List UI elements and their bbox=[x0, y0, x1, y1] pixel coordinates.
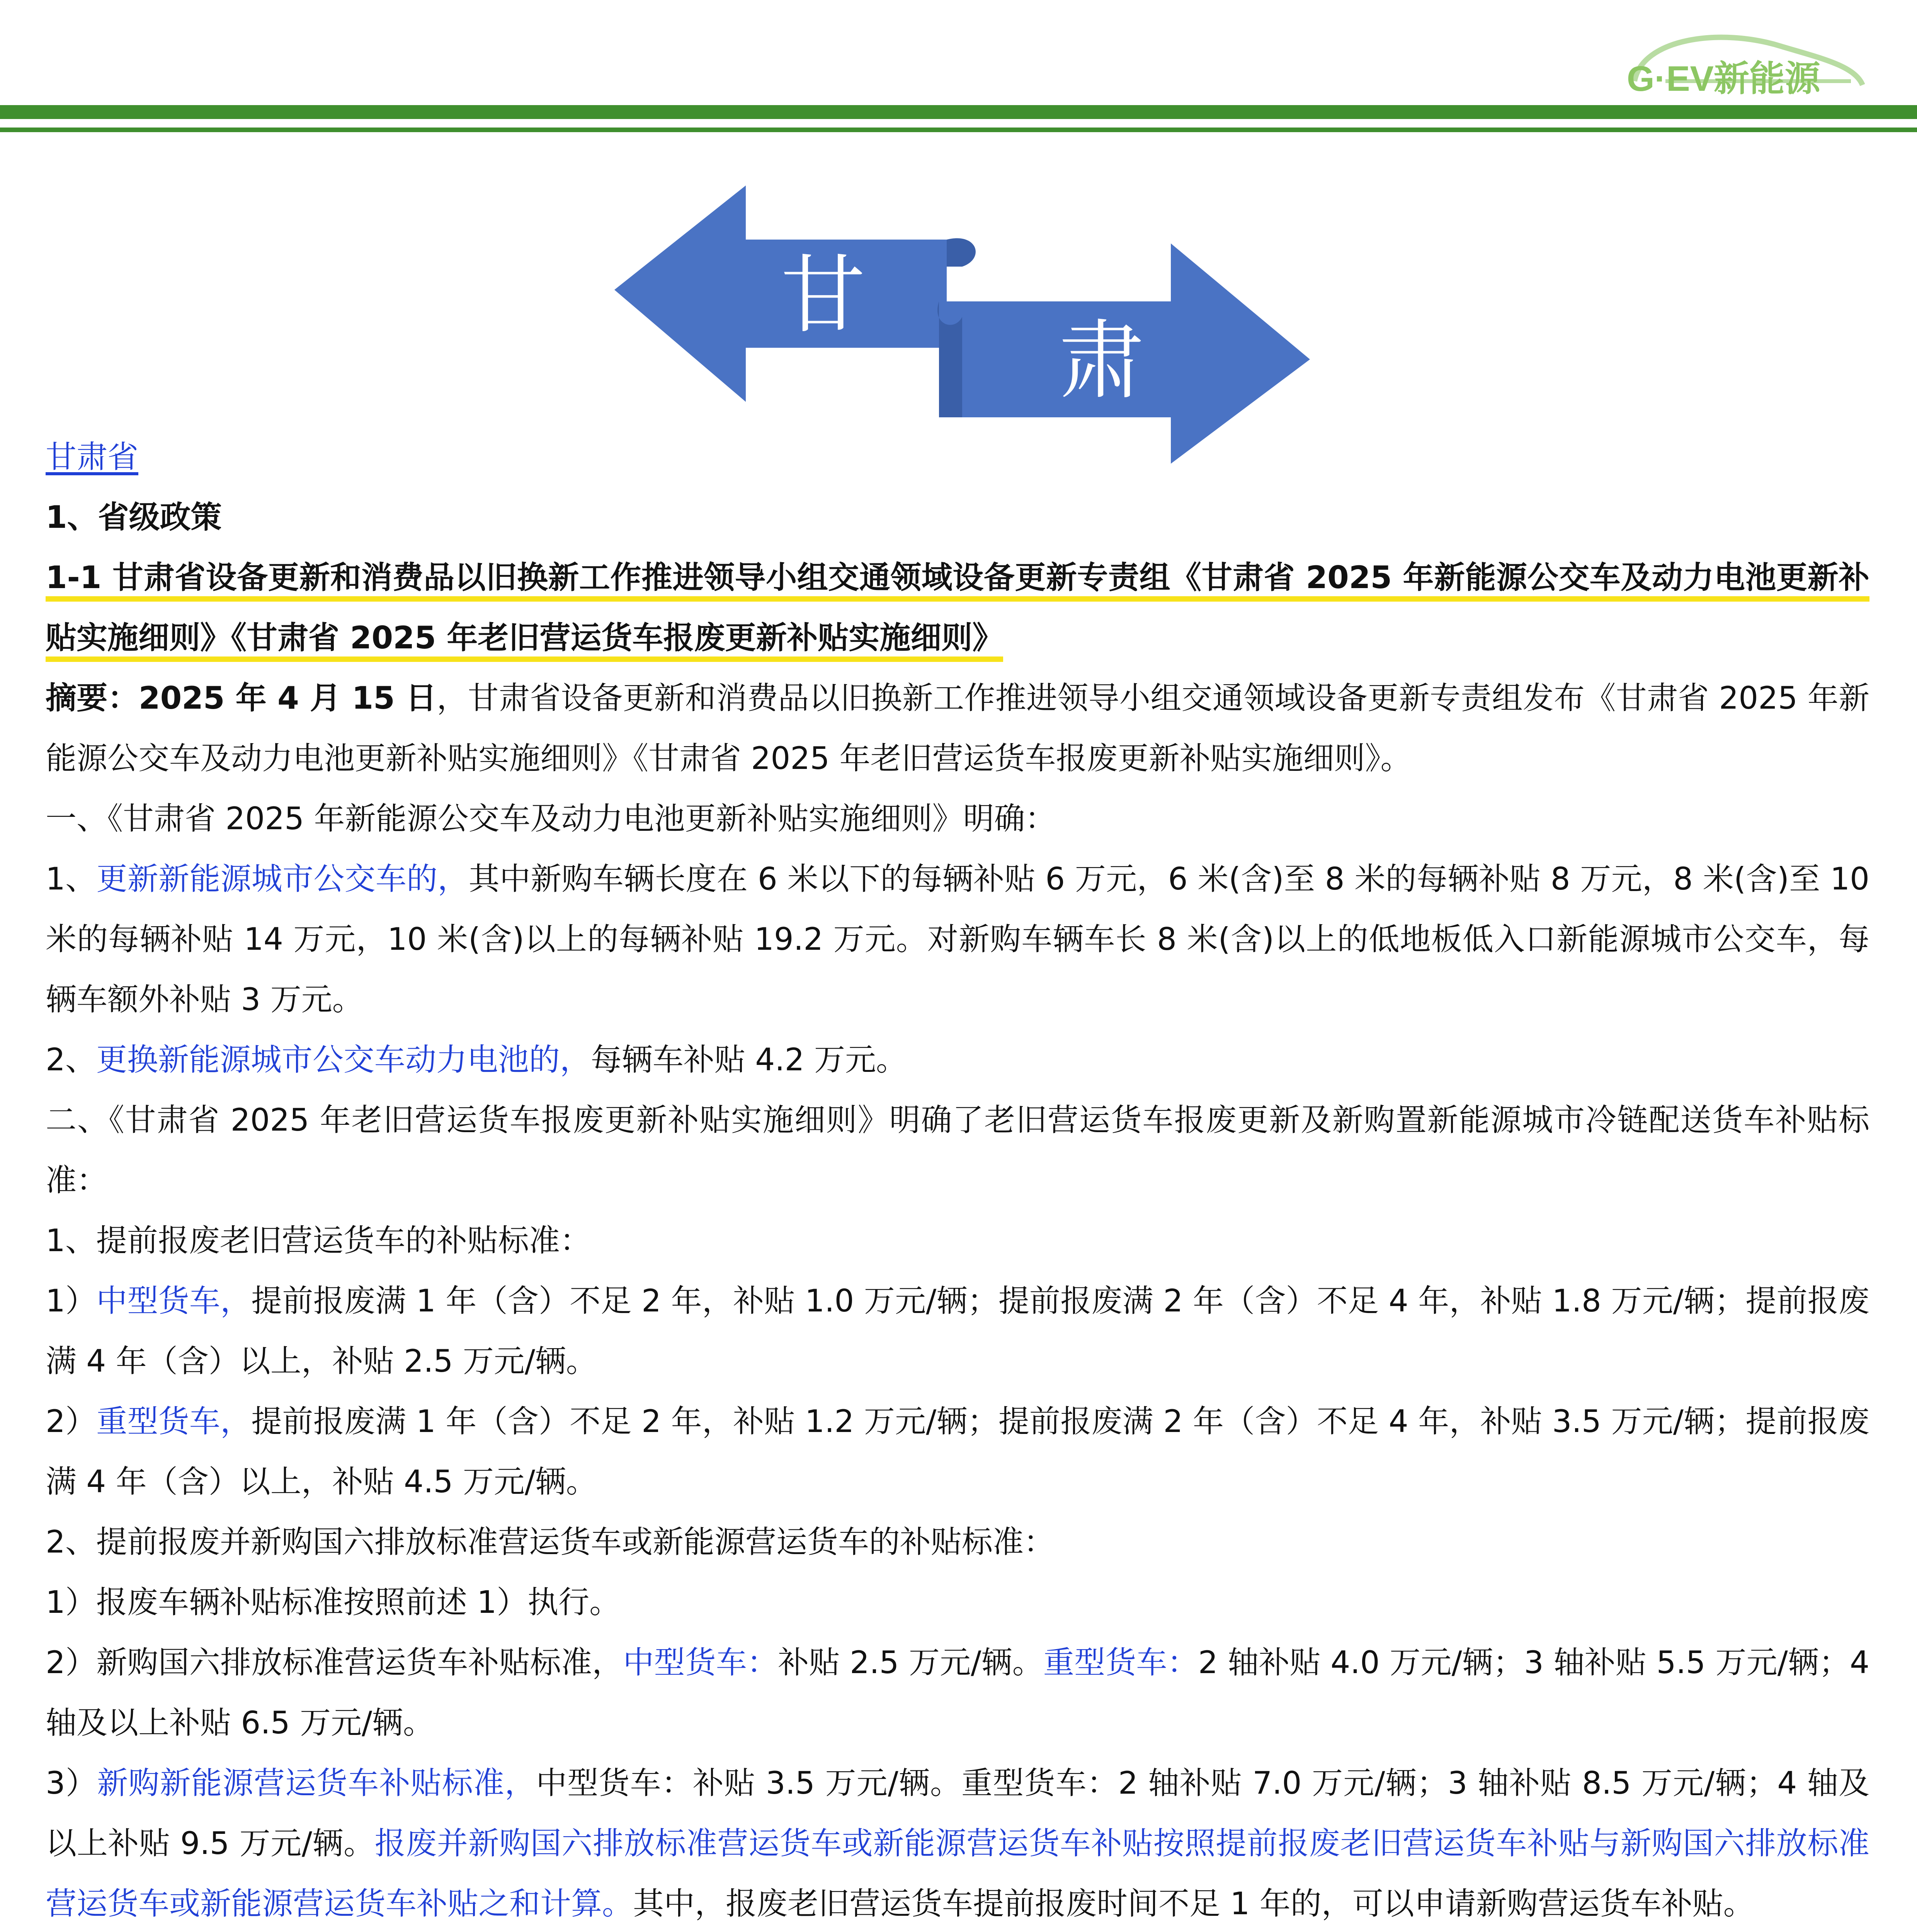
header-rule bbox=[0, 105, 1917, 119]
gansu-p6: 1）中型货车，提前报废满 1 年（含）不足 2 年，补贴 1.0 万元/辆；提前报废满 2 年（含）不足 4 年，补贴 1.8 万元/辆；提前报废满 4 年（含）以上，补贴 2.5 万元/辆。 bbox=[46, 1283, 1870, 1379]
gansu-p10: 2）新购国六排放标准营运货车补贴标准，中型货车：补贴 2.5 万元/辆。重型货车：2 轴补贴 4.0 万元/辆；3 轴补贴 5.5 万元/辆；4 轴及以上补贴 6.5 万元/辆。 bbox=[46, 1645, 1870, 1741]
gansu-province-link[interactable]: 甘肃省 bbox=[46, 439, 138, 475]
gansu-p3: 2、更换新能源城市公交车动力电池的，每辆车补贴 4.2 万元。 bbox=[46, 1042, 907, 1078]
gansu-banner bbox=[614, 185, 1310, 464]
logo-text: G·EV新能源 bbox=[1627, 59, 1820, 99]
gansu-policy-title: 1-1 甘肃省设备更新和消费品以旧换新工作推进领导小组交通领域设备更新专责组《甘肃省 2025 年新能源公交车及动力电池更新补贴实施细则》《甘肃省 2025 年老旧营运货车报废更新补贴实施细则》 bbox=[46, 560, 1869, 662]
gansu-p1: 一、《甘肃省 2025 年新能源公交车及动力电池更新补贴实施细则》明确： bbox=[46, 801, 1056, 837]
gansu-p7: 2）重型货车，提前报废满 1 年（含）不足 2 年，补贴 1.2 万元/辆；提前报废满 2 年（含）不足 4 年，补贴 3.5 万元/辆；提前报废满 4 年（含）以上，补贴 4.5 万元/辆。 bbox=[46, 1403, 1870, 1500]
gansu-section bbox=[46, 427, 1869, 1932]
gev-logo bbox=[1619, 23, 1866, 104]
gansu-p8: 2、提前报废并新购国六排放标准营运货车或新能源营运货车的补贴标准： bbox=[46, 1524, 1055, 1560]
gansu-p5: 1、提前报废老旧营运货车的补贴标准： bbox=[46, 1223, 591, 1259]
gansu-summary: 摘要：2025 年 4 月 15 日，甘肃省设备更新和消费品以旧换新工作推进领导小组交通领域设备更新专责组发布《甘肃省 2025 年新能源公交车及动力电池更新补贴实施细则》《甘肃省 2025 年老旧营运货车报废更新补贴实施细则》。 bbox=[46, 680, 1869, 776]
gansu-p4: 二、《甘肃省 2025 年老旧营运货车报废更新补贴实施细则》明确了老旧营运货车报废更新及新购置新能源城市冷链配送货车补贴标准： bbox=[46, 1102, 1869, 1198]
banner-char-gan: 甘 bbox=[780, 246, 866, 345]
gansu-p2: 1、更新新能源城市公交车的，其中新购车辆长度在 6 米以下的每辆补贴 6 万元，6 米(含)至 8 米的每辆补贴 8 万元，8 米(含)至 10 米的每辆补贴 14 万元，10 米(含)以上的每辆补贴 19.2 万元。对新购车辆车长 8 米(含)以上的低地板低入口新能源城市公交车，每辆车额外补贴 3 万元。 bbox=[46, 861, 1869, 1017]
banner-char-su: 肃 bbox=[1058, 311, 1144, 410]
gansu-p11: 3）新购新能源营运货车补贴标准，中型货车：补贴 3.5 万元/辆。重型货车：2 轴补贴 7.0 万元/辆；3 轴补贴 8.5 万元/辆；4 轴及以上补贴 9.5 万元/辆。报废并新购国六排放标准营运货车或新能源营运货车补贴按照提前报废老旧营运货车补贴与新购国六排放标准营运货车或新能源营运货车补贴之和计算。其中，报废老旧营运货车提前报废时间不足 1 年的，可以申请新购营运货车补贴。 bbox=[46, 1765, 1869, 1922]
gansu-section-heading: 1、省级政策 bbox=[46, 499, 222, 535]
gansu-p9: 1）报废车辆补贴标准按照前述 1）执行。 bbox=[46, 1584, 621, 1620]
header-rule-thin bbox=[0, 128, 1917, 132]
